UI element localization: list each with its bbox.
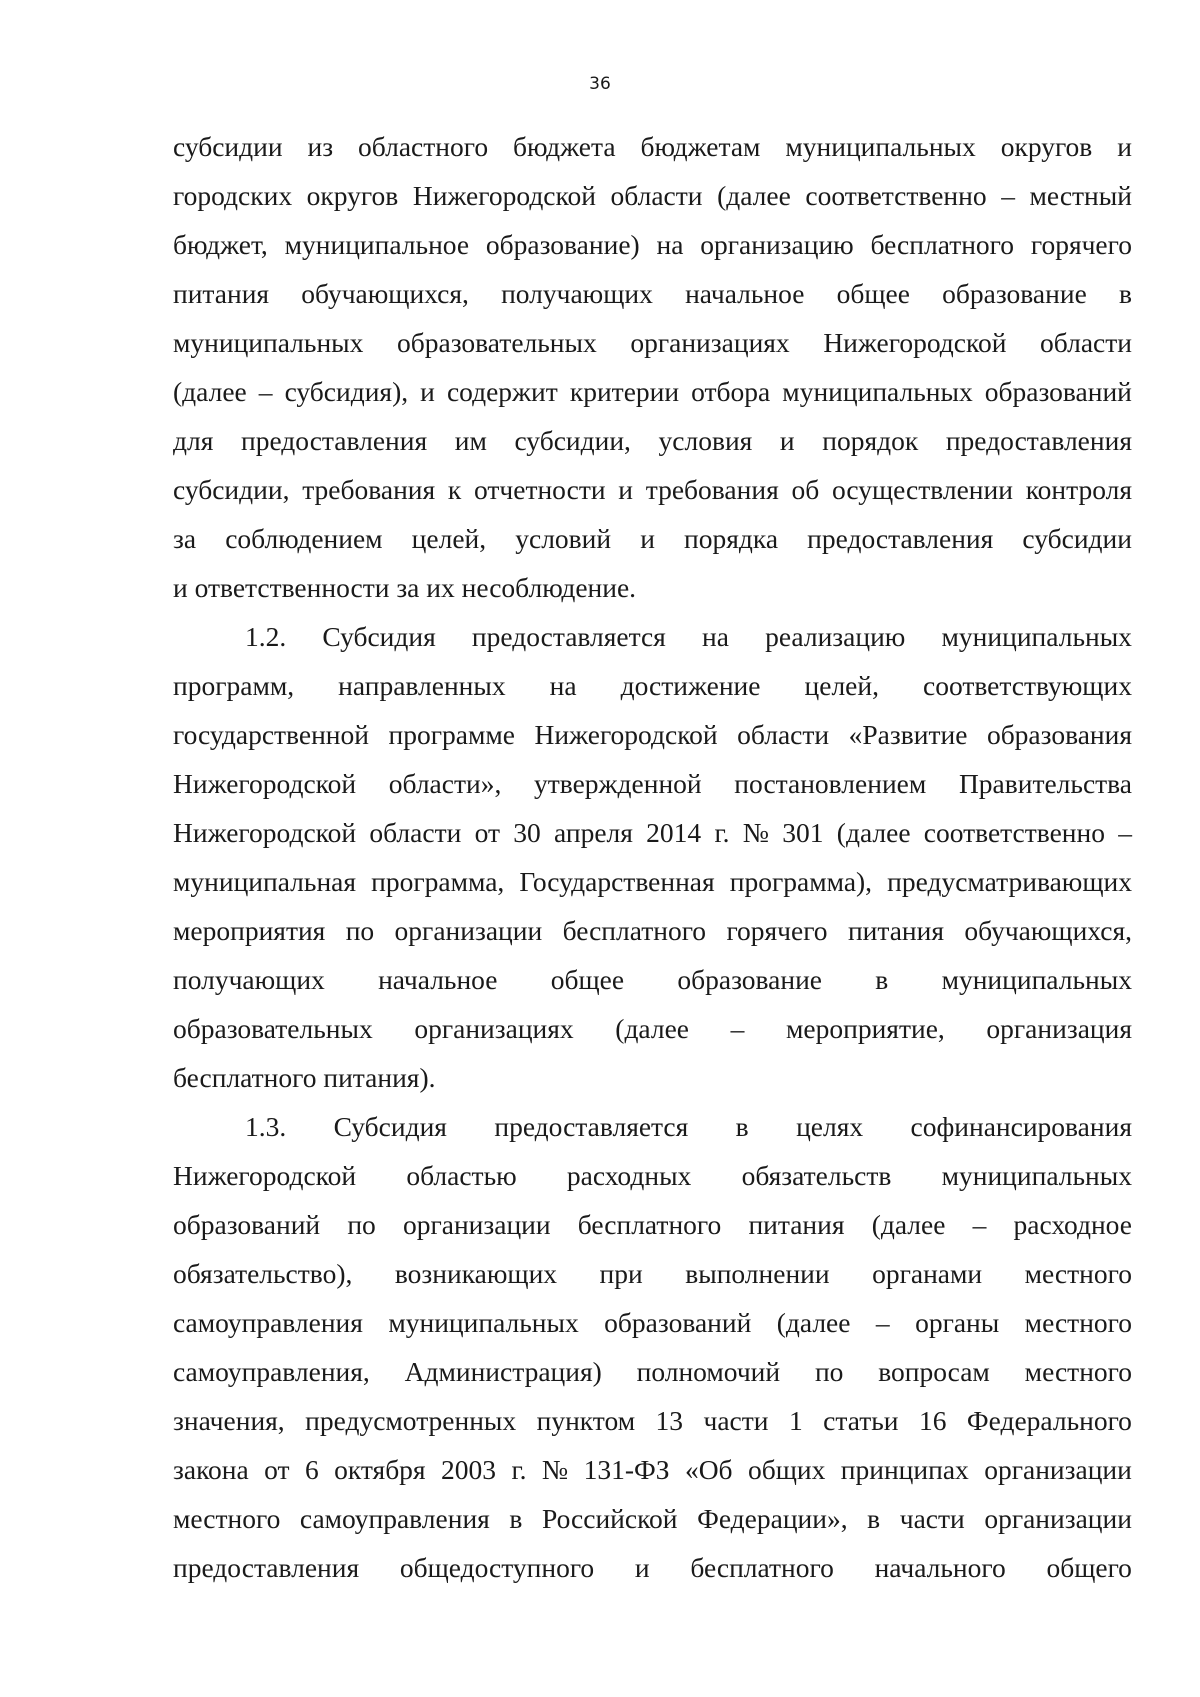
text-line: бюджет, муниципальное образование) на организацию бесплатного горячего: [173, 229, 1132, 260]
text-line: городских округов Нижегородской области (далее соответственно – местный: [173, 180, 1132, 211]
body-text: [173, 122, 1132, 1592]
text-line: самоуправления муниципальных образований (далее – органы местного: [173, 1307, 1132, 1338]
text-line: Нижегородской области от 30 апреля 2014 г. № 301 (далее соответственно –: [173, 817, 1132, 848]
text-line: значения, предусмотренных пунктом 13 части 1 статьи 16 Федерального: [173, 1405, 1132, 1436]
text-line: субсидии, требования к отчетности и требования об осуществлении контроля: [173, 474, 1132, 505]
text-line: получающих начальное общее образование в муниципальных: [173, 964, 1132, 995]
text-line: государственной программе Нижегородской области «Развитие образования: [173, 719, 1132, 750]
text-line: 1.2. Субсидия предоставляется на реализацию муниципальных: [245, 621, 1132, 652]
text-line: образований по организации бесплатного питания (далее – расходное: [173, 1209, 1132, 1240]
text-line: программ, направленных на достижение целей, соответствующих: [173, 670, 1132, 701]
text-line: предоставления общедоступного и бесплатного начального общего: [173, 1552, 1132, 1583]
text-line: за соблюдением целей, условий и порядка предоставления субсидии: [173, 523, 1132, 554]
text-line: питания обучающихся, получающих начальное общее образование в: [173, 278, 1132, 309]
text-line: и ответственности за их несоблюдение.: [173, 572, 637, 603]
page-number: 36: [589, 74, 611, 94]
text-line: закона от 6 октября 2003 г. № 131-ФЗ «Об общих принципах организации: [173, 1454, 1132, 1485]
text-line: 1.3. Субсидия предоставляется в целях софинансирования: [245, 1111, 1132, 1142]
text-line: местного самоуправления в Российской Федерации», в части организации: [173, 1503, 1132, 1534]
text-line: муниципальная программа, Государственная программа), предусматривающих: [173, 866, 1132, 897]
text-line: Нижегородской области», утвержденной постановлением Правительства: [173, 768, 1132, 799]
text-line: (далее – субсидия), и содержит критерии отбора муниципальных образований: [173, 376, 1132, 407]
text-line: Нижегородской областью расходных обязательств муниципальных: [173, 1160, 1132, 1191]
text-line: бесплатного питания).: [173, 1062, 436, 1093]
text-line: самоуправления, Администрация) полномочий по вопросам местного: [173, 1356, 1132, 1387]
text-line: для предоставления им субсидии, условия и порядок предоставления: [173, 425, 1132, 456]
text-line: обязательство), возникающих при выполнении органами местного: [173, 1258, 1132, 1289]
text-line: субсидии из областного бюджета бюджетам муниципальных округов и: [173, 131, 1132, 162]
text-line: мероприятия по организации бесплатного горячего питания обучающихся,: [173, 915, 1132, 946]
text-line: муниципальных образовательных организациях Нижегородской области: [173, 327, 1132, 358]
text-line: образовательных организациях (далее – мероприятие, организация: [173, 1013, 1132, 1044]
